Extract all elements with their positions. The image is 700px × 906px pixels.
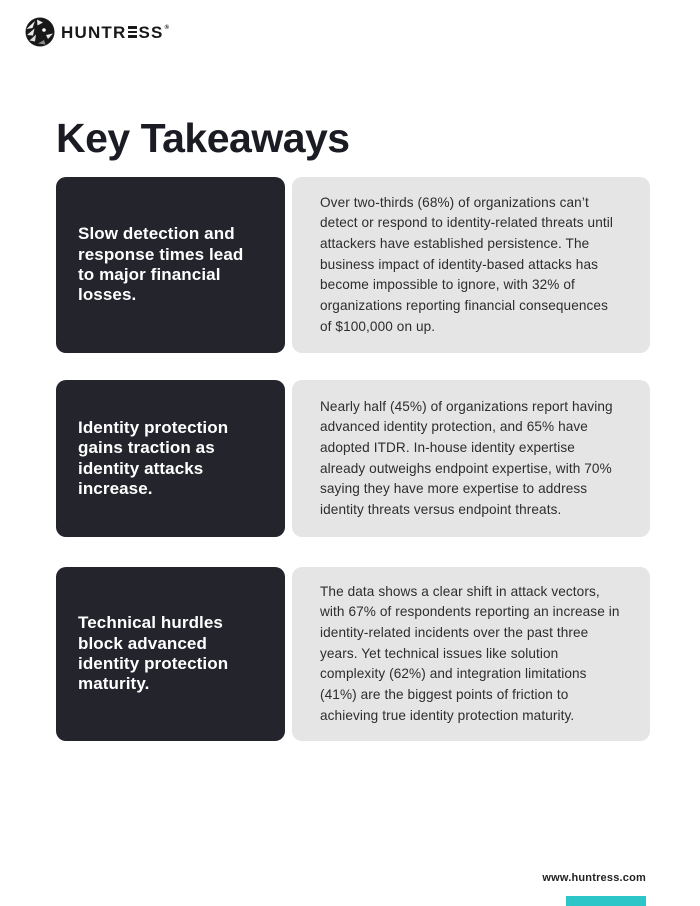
takeaway-heading-card-3 bbox=[56, 567, 285, 741]
takeaway-row-3 bbox=[56, 567, 650, 741]
takeaway-body-1: Over two-thirds (68%) of organizations can’t detect or respond to identity-related threats until attackers have established persistence. The business impact of identity-based attacks has become impossible to ignore, with 32% of organizations reporting financial consequences of $100,000 on up. bbox=[320, 194, 613, 334]
takeaway-body-3: The data shows a clear shift in attack vectors, with 67% of respondents reporting an increase in identity-related incidents over the past three years. Yet technical issues like solution complexity (62%) and integration limitations (41%) are the biggest points of friction to achieving true identity protection maturity. bbox=[320, 583, 620, 723]
takeaway-heading-3: Technical hurdles block advanced identity protection maturity. bbox=[78, 613, 229, 694]
takeaway-heading-card-1 bbox=[56, 177, 285, 353]
page-title: Key Takeaways bbox=[56, 115, 350, 162]
takeaway-body-card-1 bbox=[292, 177, 650, 353]
takeaway-row-1 bbox=[56, 177, 650, 353]
huntress-lion-icon bbox=[24, 16, 56, 48]
takeaway-heading-2: Identity protection gains traction as identity attacks increase. bbox=[78, 417, 229, 498]
takeaway-body-2: Nearly half (45%) of organizations report having advanced identity protection, and 65% have adopted ITDR. In-house identity expertise already outweighs endpoint expertise, with 70% saying they have more expertise to address identity threats versus endpoint threats. bbox=[320, 398, 613, 517]
footer-website-link[interactable]: www.huntress.com bbox=[542, 872, 646, 884]
footer-accent-bar bbox=[566, 896, 646, 906]
takeaway-row-2 bbox=[56, 380, 650, 537]
takeaway-body-card-2 bbox=[292, 380, 650, 537]
wordmark-text-right: SS bbox=[138, 22, 164, 42]
stylized-e-glyph bbox=[128, 26, 137, 38]
huntress-logo bbox=[24, 16, 170, 48]
takeaway-heading-1: Slow detection and response times lead to major financial losses. bbox=[78, 224, 244, 305]
wordmark-text-left: HUNTR bbox=[61, 22, 127, 42]
huntress-wordmark bbox=[61, 24, 170, 41]
takeaway-heading-card-2 bbox=[56, 380, 285, 537]
registered-trademark-icon: ® bbox=[164, 24, 171, 31]
takeaway-body-card-3 bbox=[292, 567, 650, 741]
